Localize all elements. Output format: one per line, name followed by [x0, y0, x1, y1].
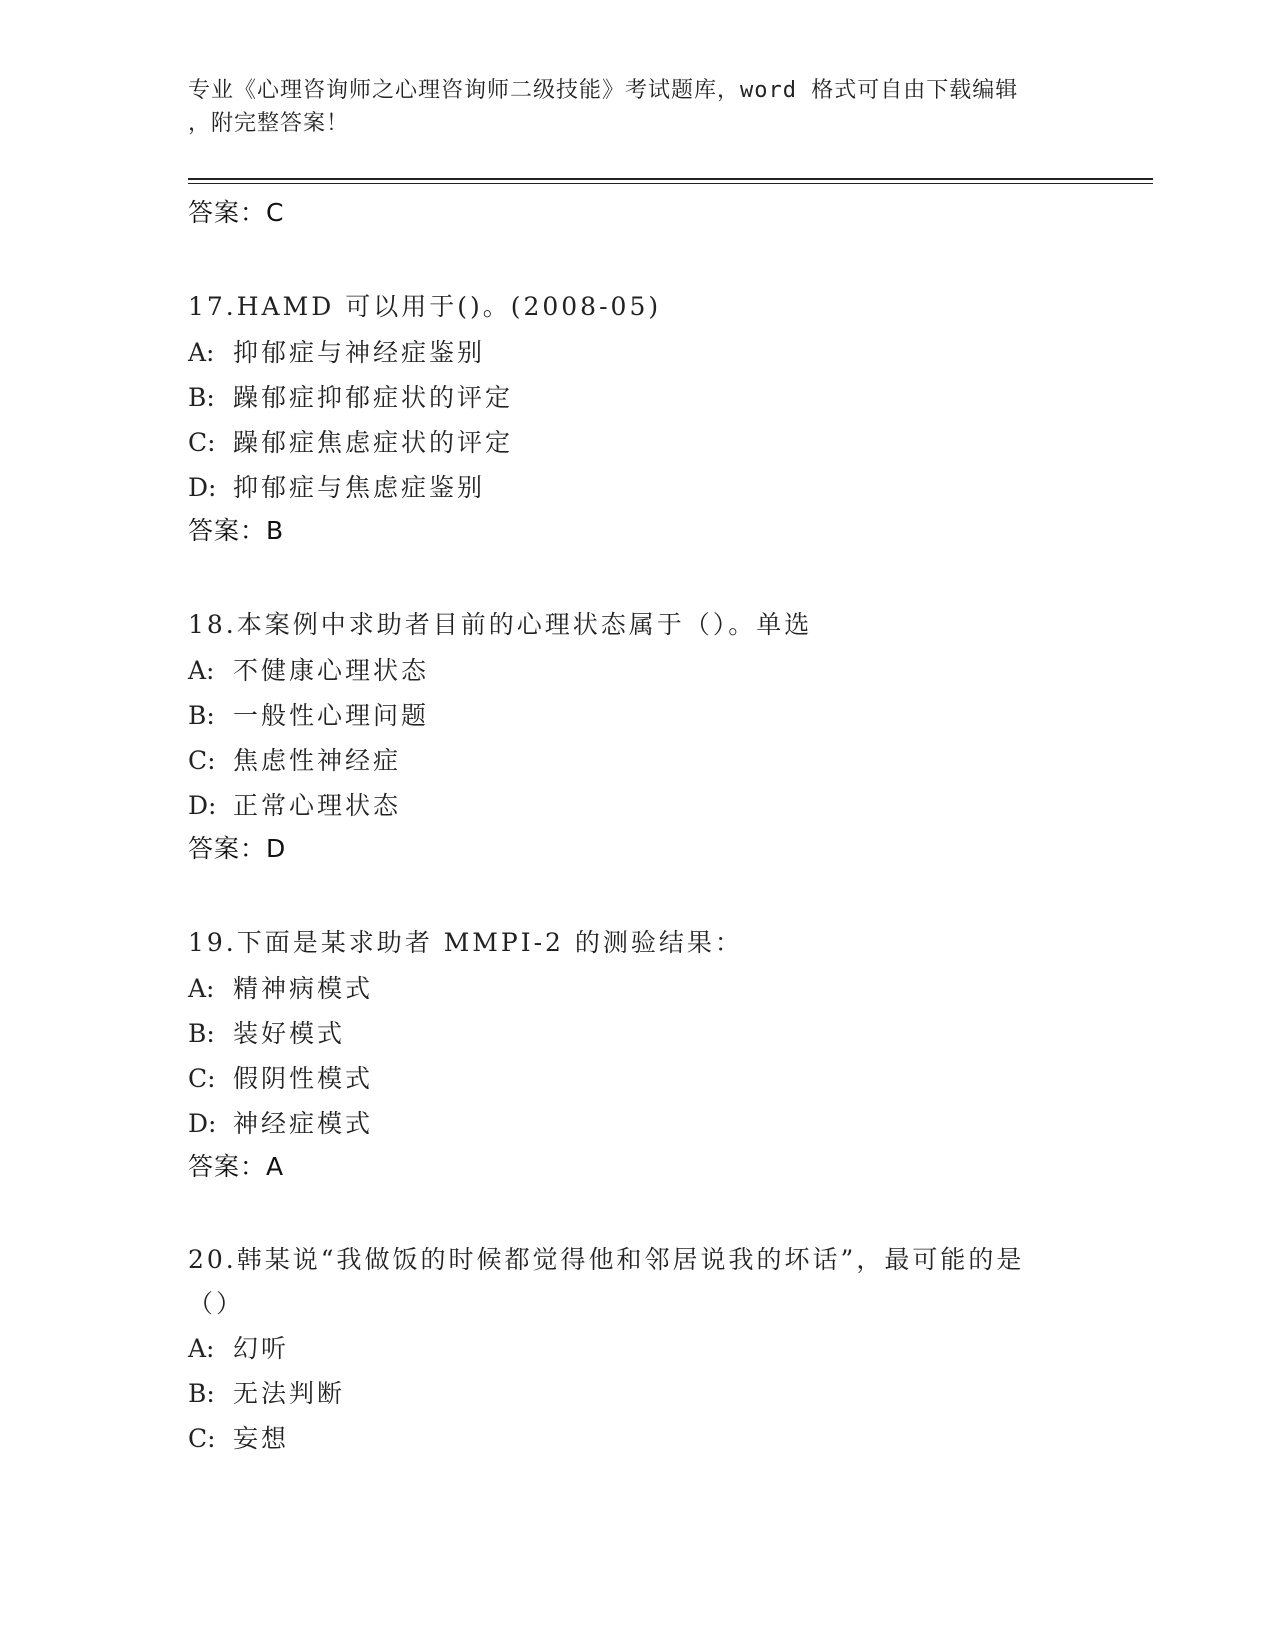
option-label: C:	[188, 1064, 216, 1093]
spacer	[188, 552, 1088, 602]
option-label: D:	[188, 791, 217, 820]
option-a	[188, 648, 1088, 693]
answer-16: 答案：C	[188, 198, 285, 227]
question-20	[188, 1238, 1088, 1461]
option-a	[188, 330, 1088, 375]
option-text: 假阴性模式	[233, 1064, 374, 1093]
option-label: D:	[188, 473, 217, 502]
option-d	[188, 465, 1088, 510]
question-title: 18.本案例中求助者目前的心理状态属于（）。单选	[188, 610, 813, 639]
option-text: 躁郁症抑郁症状的评定	[233, 383, 514, 412]
option-text: 一般性心理问题	[233, 701, 430, 730]
question-17	[188, 284, 1088, 552]
option-label: A:	[188, 974, 215, 1003]
option-text: 抑郁症与神经症鉴别	[233, 338, 486, 367]
option-d	[188, 1101, 1088, 1146]
question-18	[188, 602, 1088, 870]
option-c	[188, 1416, 1088, 1461]
option-label: A:	[188, 656, 215, 685]
option-label: B:	[188, 701, 215, 730]
option-text: 抑郁症与焦虑症鉴别	[233, 473, 486, 502]
question-19	[188, 920, 1088, 1188]
option-text: 神经症模式	[233, 1109, 374, 1138]
option-c	[188, 420, 1088, 465]
option-d	[188, 783, 1088, 828]
option-label: B:	[188, 1019, 215, 1048]
option-text: 不健康心理状态	[233, 656, 430, 685]
answer: 答案：D	[188, 834, 287, 863]
option-a	[188, 1326, 1088, 1371]
option-label: B:	[188, 1379, 215, 1408]
option-b	[188, 1011, 1088, 1056]
header-divider-thick	[188, 178, 1153, 180]
question-title: 20.韩某说“我做饭的时候都觉得他和邻居说我的坏话”，最可能的是	[188, 1245, 1025, 1274]
question-title: 17.HAMD 可以用于()。(2008-05)	[188, 292, 662, 321]
option-text: 精神病模式	[233, 974, 374, 1003]
option-label: A:	[188, 1334, 215, 1363]
header-line-2: ，附完整答案！	[188, 111, 350, 136]
question-title-continued: （）	[188, 1289, 245, 1318]
option-text: 正常心理状态	[233, 791, 402, 820]
option-label: A:	[188, 338, 215, 367]
option-label: C:	[188, 428, 216, 457]
option-label: B:	[188, 383, 215, 412]
header-divider-thin	[188, 183, 1153, 184]
answer: 答案：B	[188, 516, 285, 545]
spacer	[188, 1188, 1088, 1238]
option-label: D:	[188, 1109, 217, 1138]
spacer	[188, 234, 1088, 284]
option-b	[188, 375, 1088, 420]
answer: 答案：A	[188, 1152, 285, 1181]
option-label: C:	[188, 1424, 216, 1453]
option-text: 装好模式	[233, 1019, 346, 1048]
option-c	[188, 1056, 1088, 1101]
option-text: 焦虑性神经症	[233, 746, 402, 775]
option-label: C:	[188, 746, 216, 775]
header-line-1: 专业《心理咨询师之心理咨询师二级技能》考试题库，word 格式可自由下载编辑	[188, 78, 1019, 103]
document-header	[188, 74, 1088, 140]
question-list	[188, 192, 1088, 1461]
option-text: 躁郁症焦虑症状的评定	[233, 428, 514, 457]
question-title: 19.下面是某求助者 MMPI-2 的测验结果：	[188, 928, 743, 957]
option-text: 幻听	[233, 1334, 290, 1363]
option-b	[188, 693, 1088, 738]
option-c	[188, 738, 1088, 783]
spacer	[188, 870, 1088, 920]
option-a	[188, 966, 1088, 1011]
option-text: 妄想	[233, 1424, 290, 1453]
option-b	[188, 1371, 1088, 1416]
option-text: 无法判断	[233, 1379, 346, 1408]
